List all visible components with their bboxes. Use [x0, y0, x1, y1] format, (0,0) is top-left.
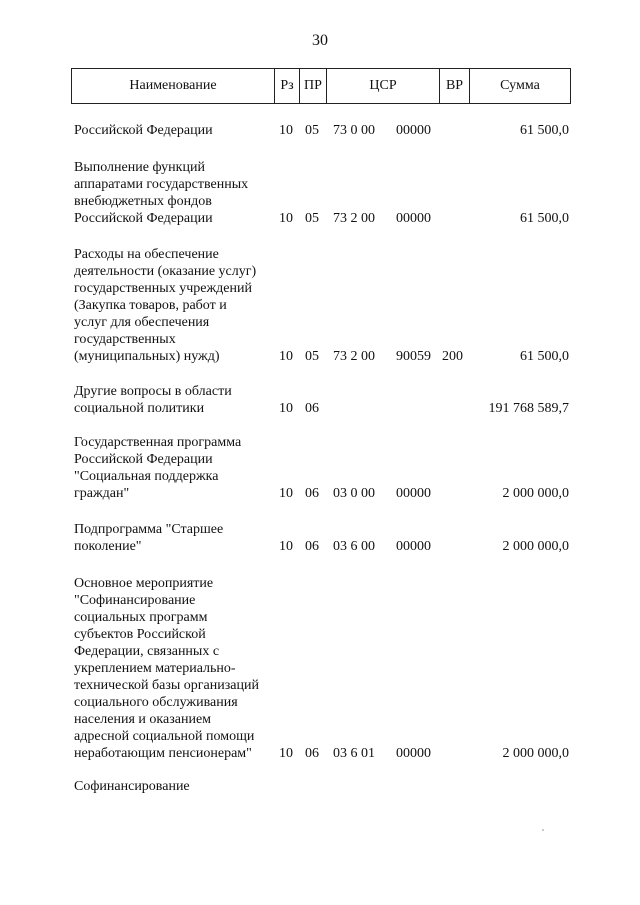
row-csr-program: 73 2 00 [333, 211, 375, 226]
row-csr-direction: 90059 [396, 349, 431, 364]
row-rz: 10 [279, 123, 293, 138]
table-row [0, 778, 640, 795]
row-csr-direction: 00000 [396, 746, 431, 761]
row-rz: 10 [279, 211, 293, 226]
row-pr: 05 [305, 349, 319, 364]
row-pr: 05 [305, 123, 319, 138]
table-row [0, 382, 640, 417]
header-name: Наименование [72, 69, 275, 103]
row-sum: 61 500,0 [520, 211, 569, 226]
table-row [0, 122, 640, 139]
row-rz: 10 [279, 486, 293, 501]
row-csr-direction: 00000 [396, 211, 431, 226]
row-name: Подпрограмма "Старшее поколение" [74, 522, 224, 554]
row-pr: 06 [305, 539, 319, 554]
row-rz: 10 [279, 539, 293, 554]
row-csr-direction: 00000 [396, 123, 431, 138]
table-row [0, 157, 640, 227]
row-vr: 200 [442, 349, 463, 364]
header-pr: ПР [300, 69, 327, 103]
scan-artifact [542, 829, 544, 831]
row-pr: 06 [305, 746, 319, 761]
row-csr-program: 73 2 00 [333, 349, 375, 364]
row-pr: 06 [305, 401, 319, 416]
row-sum: 191 768 589,7 [488, 401, 569, 416]
row-name: Софинансирование [74, 779, 190, 794]
header-vr: ВР [440, 69, 470, 103]
header-csr: ЦСР [327, 69, 440, 103]
row-pr: 05 [305, 211, 319, 226]
row-csr-program: 03 6 01 [333, 746, 375, 761]
table-row [0, 520, 640, 555]
table-row [0, 572, 640, 762]
row-rz: 10 [279, 746, 293, 761]
page-number: 30 [312, 32, 328, 49]
row-csr-direction: 00000 [396, 486, 431, 501]
row-name: Российской Федерации [74, 123, 213, 138]
row-csr-direction: 00000 [396, 539, 431, 554]
row-sum: 61 500,0 [520, 123, 569, 138]
row-name: Государственная программа Российской Федерации "Социальная поддержка граждан" [74, 435, 242, 501]
table-row [0, 434, 640, 502]
row-csr-program: 73 0 00 [333, 123, 375, 138]
row-name: Основное мероприятие "Софинансирование социальных программ субъектов Российской Федерации, связанных с укреплением материально- технической базы организаций социального обслуживания населения и оказанием адресной социальной помощи неработающим пенсионерам" [74, 576, 259, 761]
row-pr: 06 [305, 486, 319, 501]
row-sum: 2 000 000,0 [502, 486, 569, 501]
row-name: Расходы на обеспечение деятельности (оказание услуг) государственных учреждений (Закупка товаров, работ и услуг для обеспечения государственных (муниципальных) нужд) [74, 247, 257, 364]
row-name: Другие вопросы в области социальной политики [74, 384, 232, 416]
row-sum: 2 000 000,0 [502, 746, 569, 761]
row-csr-program: 03 6 00 [333, 539, 375, 554]
row-rz: 10 [279, 349, 293, 364]
row-sum: 2 000 000,0 [502, 539, 569, 554]
row-rz: 10 [279, 401, 293, 416]
row-csr-program: 03 0 00 [333, 486, 375, 501]
row-sum: 61 500,0 [520, 349, 569, 364]
row-name: Выполнение функций аппаратами государственных внебюджетных фондов Российской Федерации [74, 160, 249, 226]
header-rz: Рз [275, 69, 300, 103]
table-row [0, 244, 640, 365]
header-sum: Сумма [500, 78, 540, 93]
